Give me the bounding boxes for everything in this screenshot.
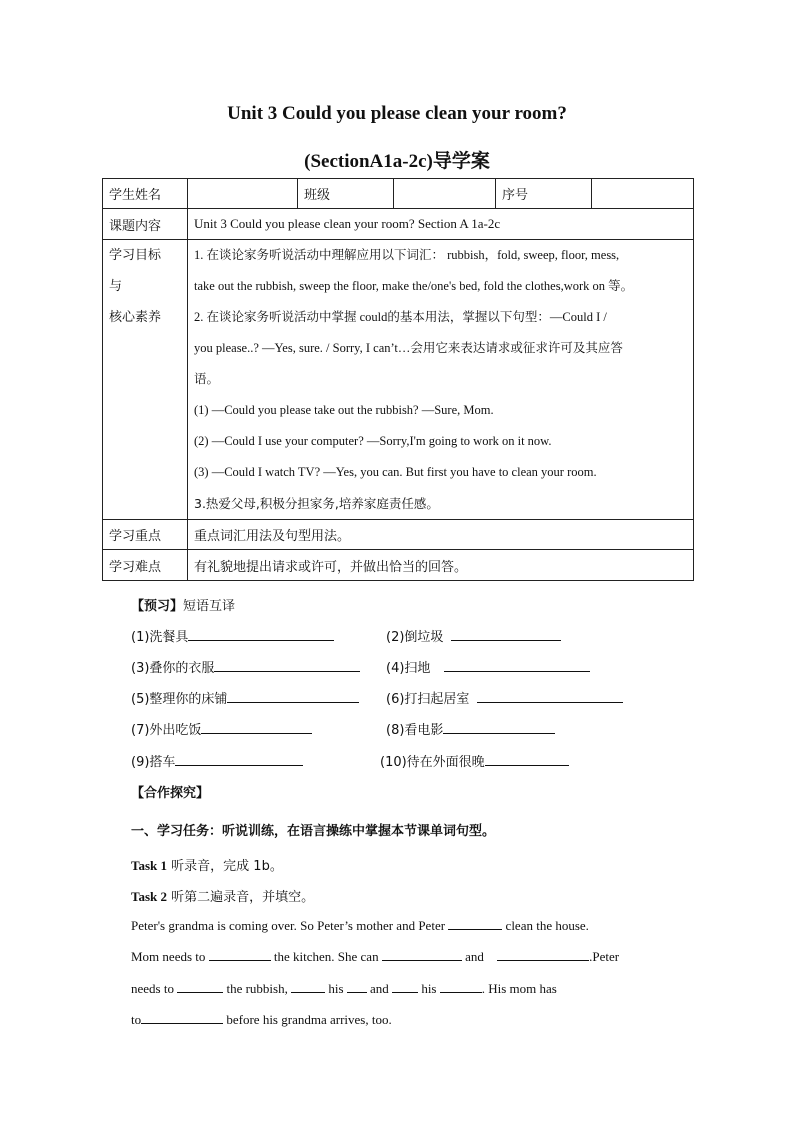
seat-field[interactable] (592, 179, 694, 209)
topic-value: Unit 3 Could you please clean your room? Section A 1a-2c (188, 209, 694, 240)
table-row (103, 209, 694, 240)
table-row (103, 520, 694, 550)
cooperation-heading: 【合作探究】 (131, 786, 210, 801)
answer-blank[interactable] (451, 628, 561, 641)
phrase-label: (9)搭车 (131, 755, 176, 770)
seat-label: 序号 (496, 179, 592, 209)
phrase-label: (4)扫地 (386, 661, 431, 676)
answer-blank[interactable] (477, 690, 623, 703)
page-subtitle: (SectionA1a-2c)导学案 (304, 151, 490, 172)
phrase-label: (7)外出吃饭 (131, 723, 202, 738)
passage-text: the kitchen. She can (273, 949, 379, 964)
task-2-label: Task 2 (131, 889, 168, 904)
table-row (103, 240, 694, 520)
passage-text: the rubbish, (226, 981, 288, 996)
answer-blank[interactable] (175, 753, 303, 766)
phrase-item (131, 751, 303, 770)
difficulty-value: 有礼貌地提出请求或许可，并做出恰当的回答。 (188, 550, 694, 581)
phrase-label: (1)洗餐具 (131, 630, 189, 645)
phrase-item (386, 719, 555, 738)
goals-cell (188, 240, 694, 520)
passage-text: . His mom has (481, 981, 557, 996)
passage-text: to (131, 1012, 142, 1027)
answer-blank[interactable] (392, 980, 418, 993)
phrase-label: (3)叠你的衣服 (131, 661, 215, 676)
answer-blank[interactable] (209, 948, 271, 961)
task-1-text: 听录音，完成 1b。 (167, 859, 283, 874)
task-intro: 一、学习任务：听说训练，在语言操练中掌握本节课单词句型。 (131, 824, 496, 839)
answer-blank[interactable] (188, 628, 334, 641)
passage-line (131, 917, 589, 934)
answer-blank[interactable] (141, 1011, 223, 1024)
answer-blank[interactable] (485, 753, 569, 766)
passage-line (131, 980, 557, 997)
phrase-label: (2)倒垃圾 (386, 630, 444, 645)
goal-line: you please..? —Yes, sure. / Sorry, I can’t…会用它来表达请求或征求许可及其应答 (194, 341, 623, 355)
info-table (102, 178, 694, 581)
table-row (103, 179, 694, 209)
passage-text: needs to (131, 981, 174, 996)
answer-blank[interactable] (497, 948, 589, 961)
phrase-item (386, 688, 623, 707)
phrase-label: (5)整理你的床铺 (131, 692, 228, 707)
answer-blank[interactable] (448, 917, 502, 930)
phrase-item (131, 688, 359, 707)
task-2-text: 听第二遍录音，并填空。 (167, 890, 315, 905)
goal-line: 2. 在谈论家务听说活动中掌握 could的基本用法，掌握以下句型：—Could I / (194, 310, 607, 324)
phrase-item (380, 751, 569, 770)
passage-text: before his grandma arrives, too. (226, 1012, 392, 1027)
phrase-item (131, 719, 312, 738)
phrase-item (386, 657, 590, 676)
goal-label-line: 学习目标 (109, 248, 162, 263)
phrase-label: (10)待在外面很晚 (380, 755, 485, 770)
answer-blank[interactable] (177, 980, 223, 993)
goal-line: take out the rubbish, sweep the floor, make the/one's bed, fold the clothes,work on 等。 (194, 279, 634, 293)
passage-text: and (465, 949, 484, 964)
goal-label-line: 与 (109, 279, 123, 294)
page-title: Unit 3 Could you please clean your room? (227, 103, 567, 124)
class-field[interactable] (394, 179, 496, 209)
preview-heading-label: 【预习】 (131, 599, 184, 614)
answer-blank[interactable] (291, 980, 325, 993)
passage-text: Peter's grandma is coming over. So Peter’s mother and Peter (131, 918, 446, 933)
answer-blank[interactable] (443, 721, 555, 734)
answer-blank[interactable] (214, 659, 360, 672)
answer-blank[interactable] (440, 980, 482, 993)
passage-text: clean the house. (505, 918, 589, 933)
preview-heading (131, 595, 235, 614)
name-label: 学生姓名 (103, 179, 188, 209)
answer-blank[interactable] (347, 980, 367, 993)
table-row (103, 550, 694, 581)
task-2 (131, 886, 314, 905)
goal-line: (1) —Could you please take out the rubbish? —Sure, Mom. (194, 403, 494, 417)
difficulty-label: 学习难点 (103, 550, 188, 581)
passage-text: .Peter (589, 949, 620, 964)
goal-label (103, 240, 188, 520)
task-1 (131, 855, 283, 874)
preview-subheading: 短语互译 (183, 599, 236, 614)
passage-line (131, 1011, 392, 1028)
phrase-item (386, 626, 561, 645)
phrase-item (131, 657, 360, 676)
answer-blank[interactable] (382, 948, 462, 961)
goal-line: 3.热爱父母,积极分担家务,培养家庭责任感。 (194, 496, 439, 511)
key-label: 学习重点 (103, 520, 188, 550)
task-1-label: Task 1 (131, 858, 168, 873)
passage-text: and (370, 981, 389, 996)
passage-text: his (421, 981, 437, 996)
name-field[interactable] (188, 179, 298, 209)
goal-line: 1. 在谈论家务听说活动中理解应用以下词汇： rubbish，fold, sweep, floor, mess, (194, 248, 620, 262)
passage-line (131, 948, 619, 965)
goal-line: 语。 (194, 372, 220, 386)
topic-label: 课题内容 (103, 209, 188, 240)
answer-blank[interactable] (201, 721, 312, 734)
phrase-item (131, 626, 334, 645)
answer-blank[interactable] (227, 690, 359, 703)
goal-line: (2) —Could I use your computer? —Sorry,I'm going to work on it now. (194, 434, 552, 448)
phrase-label: (6)打扫起居室 (386, 692, 470, 707)
goal-label-line: 核心素养 (109, 310, 162, 325)
class-label: 班级 (298, 179, 394, 209)
goal-line: (3) —Could I watch TV? —Yes, you can. But first you have to clean your room. (194, 465, 597, 479)
passage-text: Mom needs to (131, 949, 206, 964)
key-value: 重点词汇用法及句型用法。 (188, 520, 694, 550)
answer-blank[interactable] (444, 659, 590, 672)
passage-text: his (328, 981, 344, 996)
phrase-label: (8)看电影 (386, 723, 444, 738)
